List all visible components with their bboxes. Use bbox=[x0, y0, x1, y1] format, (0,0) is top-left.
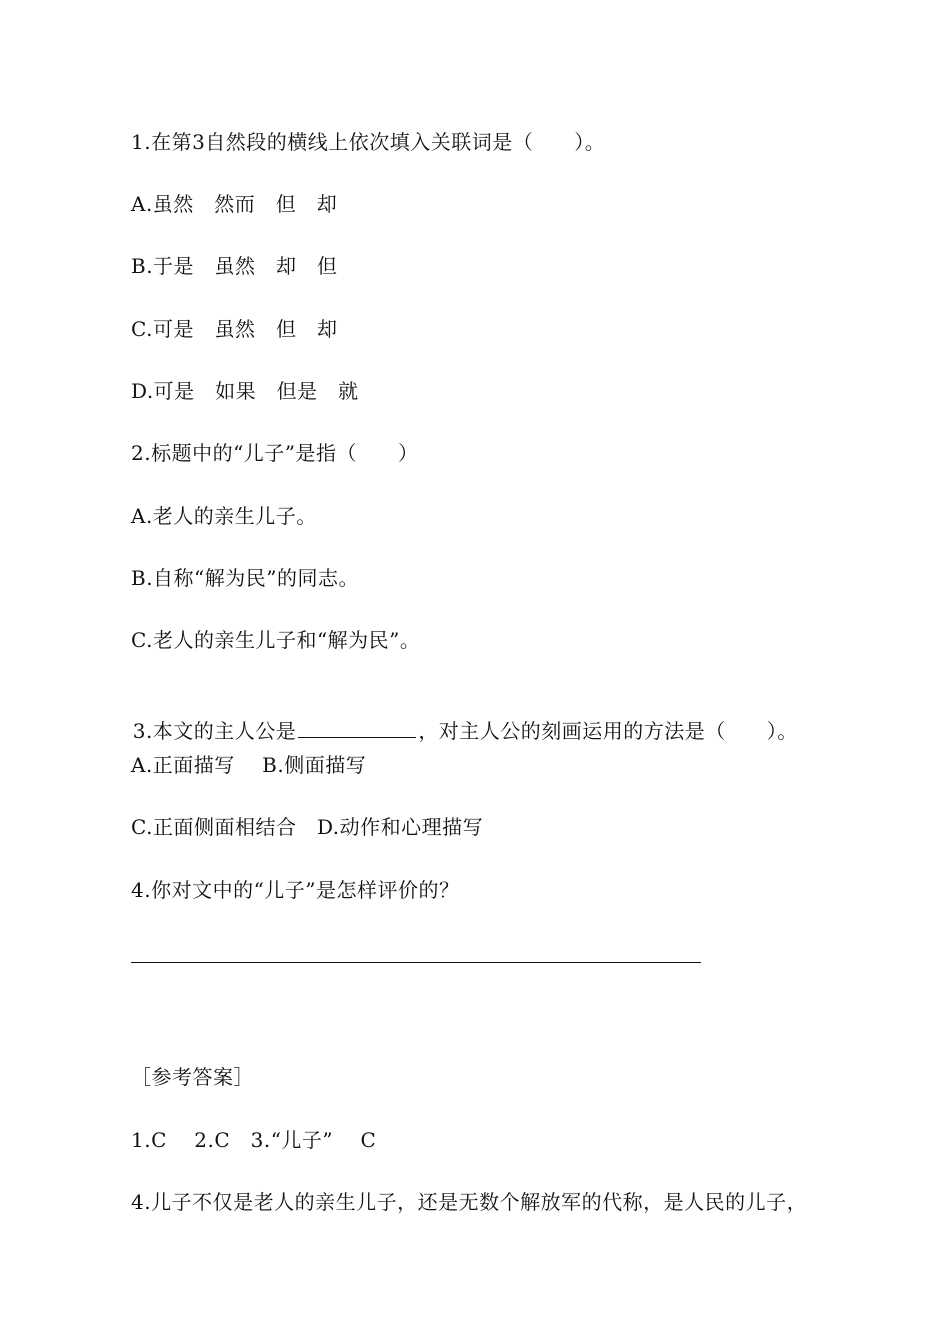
question-1-option-b: B.于是 虽然 却 但 bbox=[131, 254, 338, 278]
question-3-stem-after: ，对主人公的刻画运用的方法是（ ）。 bbox=[418, 719, 798, 743]
question-1-option-a: A.虽然 然而 但 却 bbox=[131, 192, 338, 216]
question-3-options-row-2: C.正面侧面相结合 D.动作和心理描写 bbox=[131, 815, 484, 839]
fill-in-blank bbox=[298, 717, 416, 738]
question-3-stem bbox=[119, 689, 798, 745]
answer-line-1: 1.C 2.C 3.“儿子” C bbox=[131, 1128, 377, 1152]
question-2-stem: 2.标题中的“儿子”是指（ ） bbox=[131, 441, 419, 465]
question-3-stem-before: 3.本文的主人公是 bbox=[132, 719, 297, 743]
question-3-options-row-1: A.正面描写 B.侧面描写 bbox=[131, 753, 367, 777]
question-2-option-b: B.自称“解为民”的同志。 bbox=[131, 566, 360, 590]
question-1-stem: 1.在第3自然段的横线上依次填入关联词是（ ）。 bbox=[131, 130, 606, 154]
answer-heading: ［参考答案］ bbox=[131, 1065, 254, 1089]
question-2-option-a: A.老人的亲生儿子。 bbox=[131, 504, 317, 528]
question-2-option-c: C.老人的亲生儿子和“解为民”。 bbox=[131, 628, 421, 652]
question-4-stem: 4.你对文中的“儿子”是怎样评价的？ bbox=[131, 878, 460, 902]
answer-writing-line bbox=[131, 962, 701, 963]
question-1-option-d: D.可是 如果 但是 就 bbox=[131, 379, 359, 403]
answer-line-2: 4.儿子不仅是老人的亲生儿子，还是无数个解放军的代称，是人民的儿子， bbox=[131, 1190, 808, 1214]
question-1-option-c: C.可是 虽然 但 却 bbox=[131, 317, 338, 341]
